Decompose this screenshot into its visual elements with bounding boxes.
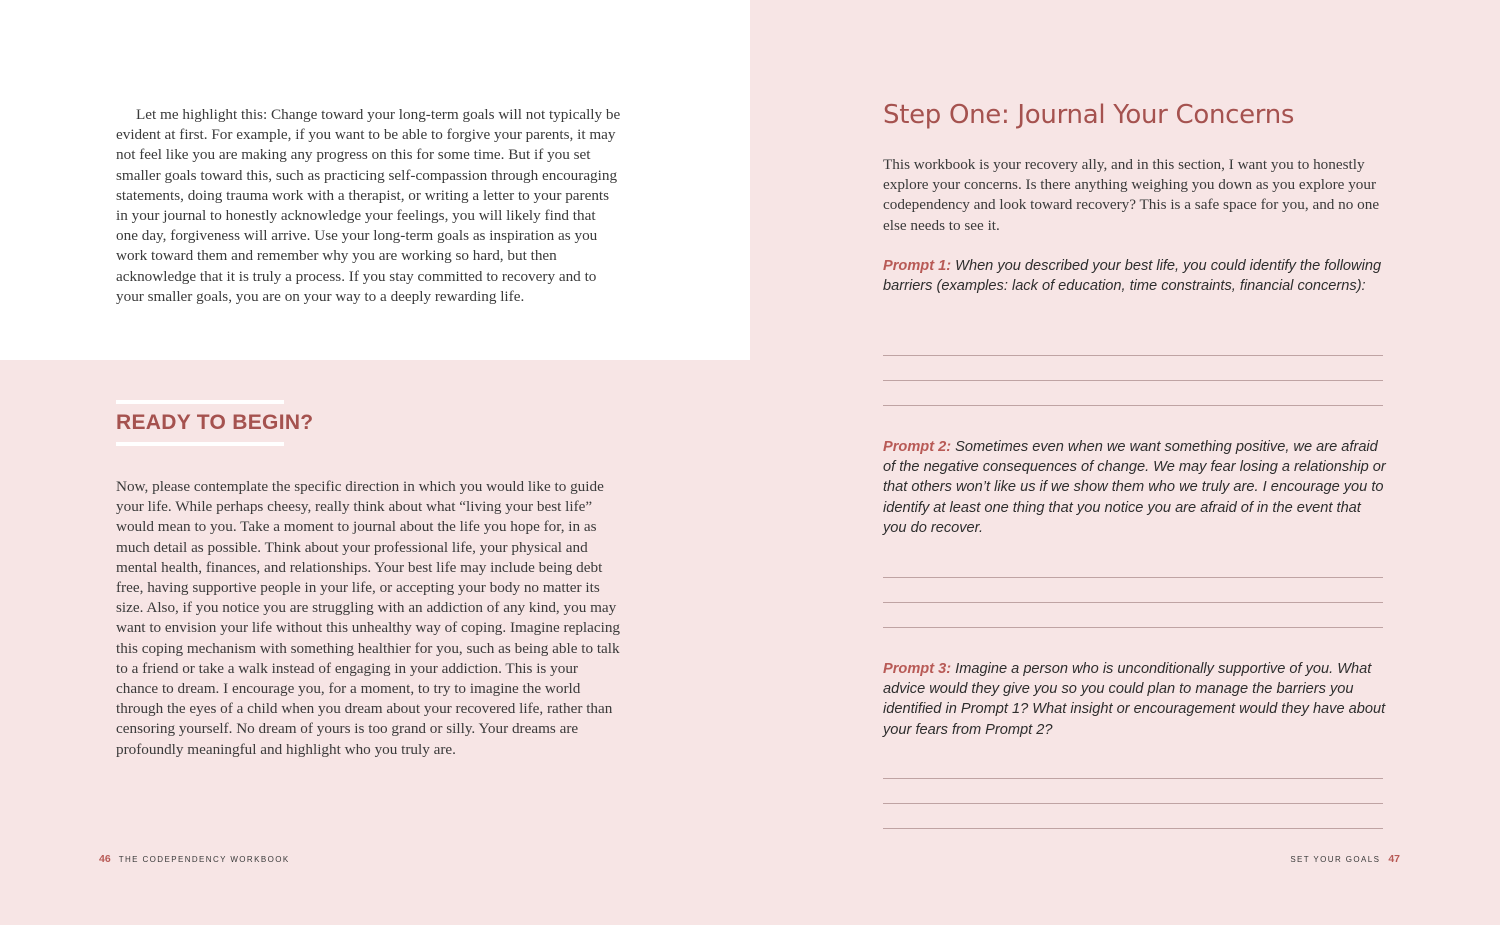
prompt-text: Imagine a person who is unconditionally supportive of you. What advice would they give you so you could plan to manage the barriers you identified in Prompt 1? What insight or encouragement would they have about your fears from Prompt 2? [883,661,1386,738]
page-title: Step One: Journal Your Concerns [883,100,1295,130]
answer-line[interactable] [883,778,1383,779]
page-number: 46 [99,853,111,865]
answer-line[interactable] [883,577,1383,578]
answer-line[interactable] [883,355,1383,356]
answer-line[interactable] [883,627,1383,628]
answer-line[interactable] [883,405,1383,406]
answer-line[interactable] [883,828,1383,829]
right-page [750,0,1500,925]
section-heading-box [116,400,314,446]
intro-text-block [0,0,750,360]
prompt-label: Prompt 1: [883,258,952,274]
answer-line[interactable] [883,380,1383,381]
left-folio [99,853,290,865]
right-folio [1290,853,1400,865]
prompt-label: Prompt 3: [883,661,952,677]
page-number: 47 [1388,853,1400,865]
prompt-2 [883,437,1388,538]
step-intro-paragraph: This workbook is your recovery ally, and in this section, I want you to honestly explore your concerns. Is there anything weighing you down as you explore your codependency and look toward recovery? This is a safe space for you, and no one else needs to see it. [883,156,1380,234]
prompt-3 [883,659,1388,740]
section-paragraph: Now, please contemplate the specific direction in which you would like to guide your life. While perhaps cheesy, really think about what “living your best life” would mean to you. Take a moment to journal about the life you hope for, in as much detail as possible. Think about your professional life, your physical and mental health, finances, and relationships. Your best life may include being debt free, having supportive people in your life, or accepting your body no matter its size. Also, if you notice you are struggling with an addiction of any kind, you may want to envision your life without this unhealthy way of coping. Imagine replacing this coping mechanism with something healthier for you, such as being able to talk to a friend or take a walk instead of engaging in your addiction. This is your chance to dream. I encourage you, for a moment, to try to imagine the world through the eyes of a child when you dream about your recovered life, rather than censoring yourself. No dream of yours is too grand or silly. Your dreams are profoundly meaningful and highlight who you truly are. [116,478,621,758]
prompt-text: When you described your best life, you could identify the following barriers (examples: lack of education, time constraints, financial concerns): [883,258,1382,295]
prompt-label: Prompt 2: [883,439,952,455]
running-head: THE CODEPENDENCY WORKBOOK [118,855,290,864]
running-head: SET YOUR GOALS [1290,855,1381,864]
section-heading: READY TO BEGIN? [116,411,314,434]
prompt-1 [883,256,1388,296]
answer-line[interactable] [883,803,1383,804]
answer-line[interactable] [883,602,1383,603]
prompt-text: Sometimes even when we want something positive, we are afraid of the negative consequences of change. We may fear losing a relationship or that others won’t like us if we show them who we truly are. I encourage you to identify at least one thing that you notice you are afraid of in the event that you do recover. [883,439,1386,536]
intro-paragraph: Let me highlight this: Change toward your long-term goals will not typically be evident at first. For example, if you want to be able to forgive your parents, it may not feel like you are making any progress on this for some time. But if you set smaller goals toward this, such as practicing self-compassion through encouraging statements, doing trauma work with a therapist, or writing a letter to your parents in your journal to honestly acknowledge your feelings, you will likely find that one day, forgiveness will arrive. Use your long-term goals as inspiration as you work toward them and remember why you are working so hard, but then acknowledge that it is truly a process. If you stay committed to recovery and to your smaller goals, you are on your way to a deeply rewarding life. [116,106,621,305]
